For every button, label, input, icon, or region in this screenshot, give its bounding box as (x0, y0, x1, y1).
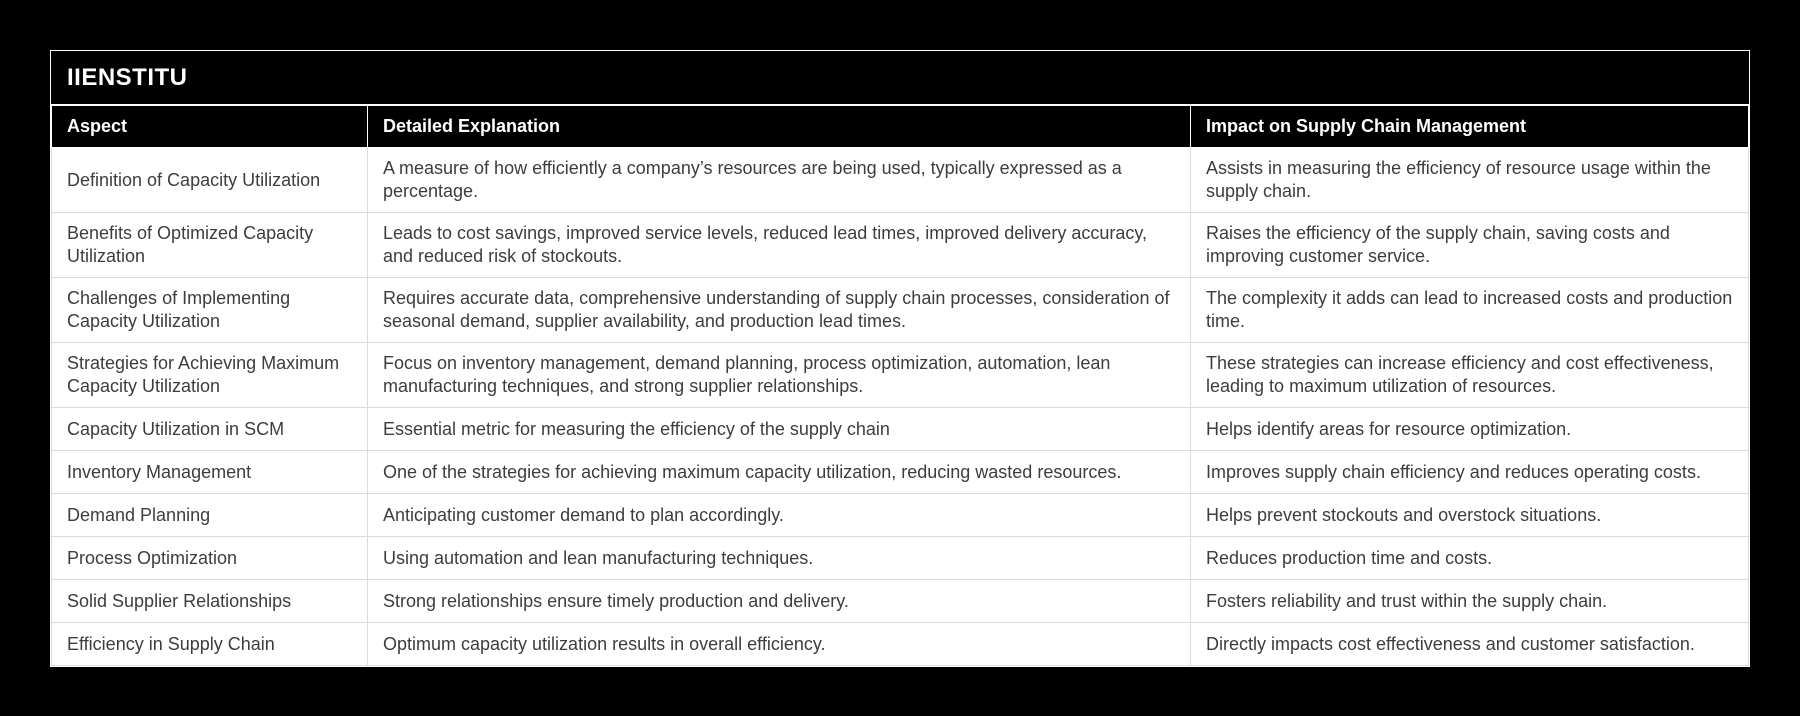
impact-cell: Helps identify areas for resource optimization. (1191, 408, 1749, 451)
impact-cell: Assists in measuring the efficiency of resource usage within the supply chain. (1191, 148, 1749, 213)
table-row (52, 213, 1749, 278)
impact-cell: The complexity it adds can lead to increased costs and production time. (1191, 278, 1749, 343)
table-row (52, 451, 1749, 494)
impact-cell: Reduces production time and costs. (1191, 537, 1749, 580)
aspect-cell: Efficiency in Supply Chain (52, 623, 368, 666)
impact-cell: Fosters reliability and trust within the supply chain. (1191, 580, 1749, 623)
impact-cell: Helps prevent stockouts and overstock situations. (1191, 494, 1749, 537)
aspect-cell: Solid Supplier Relationships (52, 580, 368, 623)
table-row (52, 278, 1749, 343)
explanation-cell: Focus on inventory management, demand planning, process optimization, automation, lean manufacturing techniques, and strong supplier relationships. (368, 343, 1191, 408)
impact-cell: These strategies can increase efficiency and cost effectiveness, leading to maximum utilization of resources. (1191, 343, 1749, 408)
explanation-cell: A measure of how efficiently a company’s resources are being used, typically expressed as a percentage. (368, 148, 1191, 213)
column-header-aspect: Aspect (52, 106, 368, 148)
table-row (52, 148, 1749, 213)
aspect-cell: Definition of Capacity Utilization (52, 148, 368, 213)
aspect-cell: Process Optimization (52, 537, 368, 580)
column-header-impact: Impact on Supply Chain Management (1191, 106, 1749, 148)
table-card (50, 50, 1750, 667)
impact-cell: Directly impacts cost effectiveness and customer satisfaction. (1191, 623, 1749, 666)
capacity-utilization-table (51, 105, 1749, 666)
explanation-cell: Using automation and lean manufacturing techniques. (368, 537, 1191, 580)
explanation-cell: Anticipating customer demand to plan accordingly. (368, 494, 1191, 537)
impact-cell: Raises the efficiency of the supply chain, saving costs and improving customer service. (1191, 213, 1749, 278)
explanation-cell: Leads to cost savings, improved service levels, reduced lead times, improved delivery accuracy, and reduced risk of stockouts. (368, 213, 1191, 278)
aspect-cell: Challenges of Implementing Capacity Utilization (52, 278, 368, 343)
explanation-cell: Strong relationships ensure timely production and delivery. (368, 580, 1191, 623)
aspect-cell: Inventory Management (52, 451, 368, 494)
table-row (52, 494, 1749, 537)
aspect-cell: Strategies for Achieving Maximum Capacity Utilization (52, 343, 368, 408)
table-row (52, 408, 1749, 451)
aspect-cell: Demand Planning (52, 494, 368, 537)
table-row (52, 580, 1749, 623)
aspect-cell: Benefits of Optimized Capacity Utilization (52, 213, 368, 278)
column-header-explanation: Detailed Explanation (368, 106, 1191, 148)
explanation-cell: Essential metric for measuring the efficiency of the supply chain (368, 408, 1191, 451)
table-row (52, 623, 1749, 666)
explanation-cell: One of the strategies for achieving maximum capacity utilization, reducing wasted resources. (368, 451, 1191, 494)
header-row (52, 106, 1749, 148)
brand-title: IIENSTITU (51, 51, 1749, 105)
explanation-cell: Requires accurate data, comprehensive understanding of supply chain processes, consideration of seasonal demand, supplier availability, and production lead times. (368, 278, 1191, 343)
impact-cell: Improves supply chain efficiency and reduces operating costs. (1191, 451, 1749, 494)
aspect-cell: Capacity Utilization in SCM (52, 408, 368, 451)
table-row (52, 343, 1749, 408)
table-row (52, 537, 1749, 580)
explanation-cell: Optimum capacity utilization results in overall efficiency. (368, 623, 1191, 666)
